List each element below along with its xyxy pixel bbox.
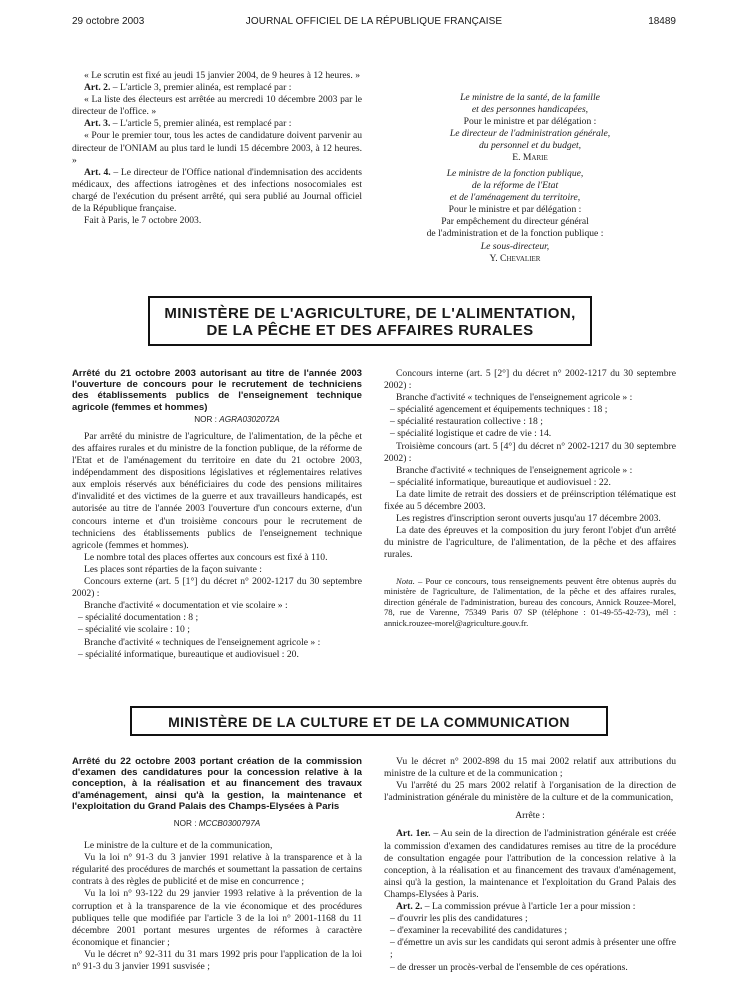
paragraph: Concours interne (art. 5 [2°] du décret n° 2002-1217 du 30 septembre 2002) : — [384, 368, 676, 392]
paragraph: La date des épreuves et la composition du jury feront l'objet d'un arrêté du ministre de l'agriculture, de l'alimentation, de la pêche et des affaires rurales. — [384, 525, 676, 561]
arrete-culture-left — [72, 756, 362, 973]
signatory-name: E. Marie — [512, 152, 548, 164]
list-item: – spécialité informatique, bureautique et audiovisuel : 22. — [390, 476, 611, 488]
paragraph: Branche d'activité « techniques de l'enseignement agricole » : — [396, 392, 633, 404]
arrete-heading: Arrête : — [515, 810, 545, 822]
list-item: – d'émettre un avis sur les candidats qui seront admis à présenter une offre ; — [390, 937, 676, 961]
ministry-heading-agriculture: MINISTÈRE DE L'AGRICULTURE, DE L'ALIMENTATION, DE LA PÊCHE ET DES AFFAIRES RURALES — [148, 296, 592, 346]
signature-block-public-service: Le ministre de la fonction publique, de la réforme de l'Etat et de l'aménagement du territoire, Pour le ministre et par délégation : Par empêchement du directeur général de l'administration et de la fonction publique : Le sous-directeur, Y. Chevalier — [370, 168, 660, 265]
signature-block-health: Le ministre de la santé, de la famille et des personnes handicapées, Pour le ministre et par délégation : Le directeur de l'administration générale, du personnel et du budget, E. Marie — [384, 92, 676, 165]
list-item: – spécialité vie scolaire : 10 ; — [78, 624, 190, 636]
list-item: – spécialité documentation : 8 ; — [78, 612, 199, 624]
paragraph: Vu la loi n° 93-122 du 29 janvier 1993 relative à la prévention de la corruption et à la transparence de la vie économique et des procédures publiques telle que modifiée par l'article 3 de la loi n° 2001-1168 du 11 décembre 2001 portant mesures urgentes de réformes à caractère économique et financier ; — [72, 888, 362, 948]
list-item: – spécialité informatique, bureautique et audiovisuel : 20. — [78, 648, 299, 660]
arrete-title: Arrêté du 21 octobre 2003 autorisant au titre de l'année 2003 l'ouverture de concours pour le recrutement de techniciens des établissements publics de l'enseignement technique agricole (femmes et hommes) — [72, 368, 362, 413]
paragraph: Vu l'arrêté du 25 mars 2002 relatif à l'organisation de la direction de l'administration générale du ministère de la culture et de la communication, — [384, 780, 676, 804]
nota-block: Nota. – Pour ce concours, tous renseignements peuvent être obtenus auprès du ministère de l'agriculture, de l'alimentation, de la pêche et des affaires rurales, direction générale de l'administration, bureau des concours, Annick Rouzee-Morel, 78, rue de Varenne, 75349 Paris 07 SP (téléphone : 01-49-55-42-73), mél : annick.rouzee-morel@agriculture.gouv.fr. — [384, 575, 676, 628]
paragraph: Vu le décret n° 92-311 du 31 mars 1992 pris pour l'application de la loi n° 91-3 du 3 janvier 1991 susvisée ; — [72, 948, 362, 973]
paragraph: La date limite de retrait des dossiers et de préinscription télématique est fixée au 5 décembre 2003. — [384, 488, 676, 513]
header-date: 29 octobre 2003 — [72, 16, 145, 27]
paragraph: Vu la loi n° 91-3 du 3 janvier 1991 relative à la transparence et à la régularité des procédures de marchés et soumettant la passation de certains contrats à des règles de publicité et de mise en concurrence ; — [72, 852, 362, 888]
paragraph: « Le scrutin est fixé au jeudi 15 janvier 2004, de 9 heures à 12 heures. » — [84, 70, 361, 81]
nor-reference: NOR : AGRA0302072A — [194, 414, 280, 424]
signature-date: Fait à Paris, le 7 octobre 2003. — [84, 215, 202, 227]
arrete-title: Arrêté du 22 octobre 2003 portant création de la commission d'examen des candidatures pour la concession relative à la conception, à la réalisation et au financement des travaux d'aménagement, ainsi qu'à la gestion, la maintenance et l'exploitation du Grand Palais des Champs-Elysées à Paris — [72, 756, 362, 812]
signatory-name: Y. Chevalier — [489, 252, 541, 264]
paragraph: Vu le décret n° 2002-898 du 15 mai 2002 relatif aux attributions du ministre de la culture et de la communication ; — [384, 756, 676, 780]
paragraph: Branche d'activité « techniques de l'enseignement agricole » : — [396, 464, 633, 476]
list-item: – spécialité agencement et équipements techniques : 18 ; — [390, 404, 608, 416]
ministry-heading-culture: MINISTÈRE DE LA CULTURE ET DE LA COMMUNICATION — [130, 706, 608, 736]
arrete-agriculture-right — [384, 368, 676, 628]
list-item: – spécialité logistique et cadre de vie : 14. — [390, 428, 552, 440]
list-item: – de dresser un procès-verbal de l'ensemble de ces opérations. — [390, 961, 628, 973]
list-item: – d'examiner la recevabilité des candidatures ; — [390, 925, 568, 937]
header-page-number: 18489 — [648, 16, 676, 27]
paragraph: Par arrêté du ministre de l'agriculture, de l'alimentation, de la pêche et des affaires rurales et du ministre de la fonction publique, de la réforme de l'Etat et de l'aménagement du territoire en date du 21 octobre 2003, indépendamment des dispositions législatives et réglementaires relatives aux emplois réservés aux bénéficiaires du code des pensions militaires d'invalidité et des victimes de la guerre et aux travailleurs handicapés, est autorisée au titre de l'année 2003 l'ouverture d'un concours externe, d'un concours interne et d'un troisième concours pour le recrutement de techniciens des établissements publics de l'enseignement technique agricole (femmes et hommes). — [72, 430, 362, 551]
paragraph: Concours externe (art. 5 [1°] du décret n° 2002-1217 du 30 septembre 2002) : — [72, 576, 362, 600]
article-line: Art. 3. – L'article 5, premier alinéa, est remplacé par : — [84, 118, 292, 130]
article-line: Art. 1er. – Au sein de la direction de l'administration générale est créée la commission d'examen des candidatures remises au titre de la procédure de consultation engagée pour l'attribution de la concession relative à la conception, à la réalisation et au financement des travaux d'aménagement, ainsi qu'à la gestion, la maintenance et l'exploitation du Grand Palais des Champs-Elysées à Paris. — [384, 828, 676, 900]
top-left-column — [72, 70, 362, 227]
page-header — [72, 16, 676, 34]
header-title: JOURNAL OFFICIEL DE LA RÉPUBLIQUE FRANÇAISE — [245, 16, 503, 27]
paragraph: Branche d'activité « techniques de l'enseignement agricole » : — [84, 636, 321, 648]
list-item: – spécialité restauration collective : 18 ; — [390, 416, 543, 428]
paragraph: Branche d'activité « documentation et vie scolaire » : — [84, 600, 288, 612]
paragraph: « La liste des électeurs est arrêtée au mercredi 10 décembre 2003 par le directeur de l'office. » — [72, 94, 362, 118]
nor-reference: NOR : MCCB0300797A — [173, 819, 261, 829]
article-line: Art. 2. – L'article 3, premier alinéa, est remplacé par : — [84, 82, 292, 94]
list-item: – d'ouvrir les plis des candidatures ; — [390, 913, 528, 925]
paragraph: Les places sont réparties de la façon suivante : — [84, 563, 262, 575]
paragraph: Le nombre total des places offertes aux concours est fixé à 110. — [84, 551, 328, 563]
paragraph: Le ministre de la culture et de la communication, — [84, 840, 273, 852]
article-line: Art. 2. – La commission prévue à l'article 1er a pour mission : — [396, 901, 636, 913]
paragraph: Troisième concours (art. 5 [4°] du décret n° 2002-1217 du 30 septembre 2002) : — [384, 440, 676, 464]
arrete-culture-right — [384, 756, 676, 974]
paragraph: « Pour le premier tour, tous les actes de candidature doivent parvenir au directeur de l'ONIAM au plus tard le lundi 15 décembre 2003, à 12 heures. » — [72, 130, 362, 166]
paragraph: Les registres d'inscription seront ouverts jusqu'au 17 décembre 2003. — [396, 513, 661, 525]
article-line: Art. 4. – Le directeur de l'Office national d'indemnisation des accidents médicaux, des affections iatrogènes et des infections nosocomiales est chargé de l'exécution du présent arrêté, qui sera publié au Journal officiel de la République française. — [72, 166, 362, 215]
arrete-agriculture-left — [72, 368, 362, 661]
